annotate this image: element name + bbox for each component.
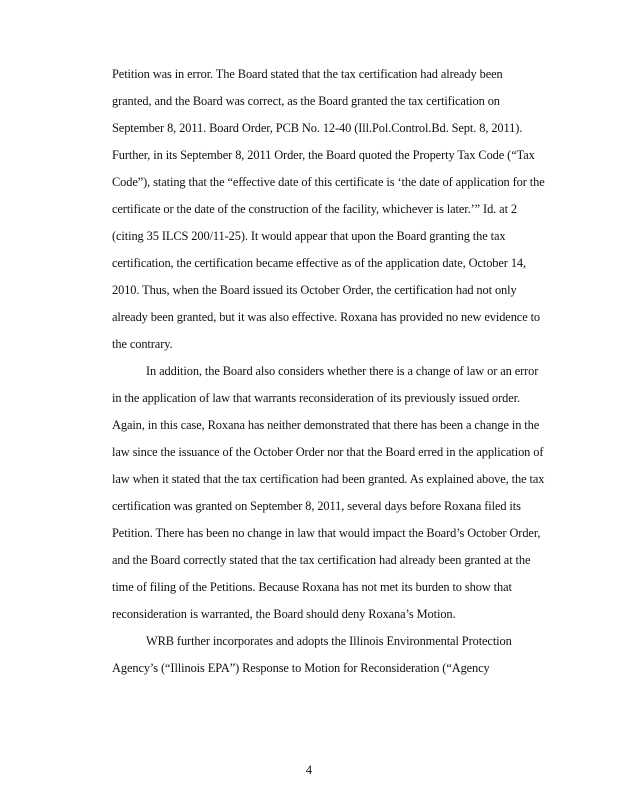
text-line: time of filing of the Petitions. Because Roxana has not met its burden to show that (112, 580, 512, 594)
text-line: law since the issuance of the October Order nor that the Board erred in the application of (112, 445, 544, 459)
text-line: certificate or the date of the construction of the facility, whichever is later.’” Id. at 2 (112, 202, 518, 216)
text-line: WRB further incorporates and adopts the Illinois Environmental Protection (146, 634, 512, 648)
page-number: 4 (305, 763, 313, 777)
text-line: Petition. There has been no change in law that would impact the Board’s October Order, (112, 526, 541, 540)
text-line: 2010. Thus, when the Board issued its October Order, the certification had not only (112, 283, 517, 297)
text-line: certification was granted on September 8, 2011, several days before Roxana filed its (112, 499, 521, 513)
text-line: Code”), stating that the “effective date of this certificate is ‘the date of application for the (112, 175, 545, 189)
text-line: in the application of law that warrants reconsideration of its previously issued order. (112, 391, 520, 405)
text-line: and the Board correctly stated that the tax certification had already been granted at the (112, 553, 531, 567)
text-line: certification, the certification became effective as of the application date, October 14, (112, 256, 527, 270)
text-line: already been granted, but it was also effective. Roxana has provided no new evidence to (112, 310, 541, 324)
text-line: the contrary. (112, 337, 173, 351)
text-line: reconsideration is warranted, the Board should deny Roxana’s Motion. (112, 607, 456, 621)
text-line: law when it stated that the tax certification had been granted. As explained above, the tax (112, 472, 545, 486)
text-line: Agency’s (“Illinois EPA”) Response to Motion for Reconsideration (“Agency (112, 661, 490, 675)
text-line: September 8, 2011. Board Order, PCB No. 12-40 (Ill.Pol.Control.Bd. Sept. 8, 2011). (112, 121, 523, 135)
text-line: Again, in this case, Roxana has neither demonstrated that there has been a change in the (112, 418, 540, 432)
text-line: Petition was in error. The Board stated that the tax certification had already been (112, 67, 503, 81)
text-line: Further, in its September 8, 2011 Order, the Board quoted the Property Tax Code (“Tax (112, 148, 535, 162)
text-line: granted, and the Board was correct, as the Board granted the tax certification on (112, 94, 500, 108)
text-line: In addition, the Board also considers whether there is a change of law or an error (146, 364, 539, 378)
text-line: (citing 35 ILCS 200/11-25). It would appear that upon the Board granting the tax (112, 229, 506, 243)
